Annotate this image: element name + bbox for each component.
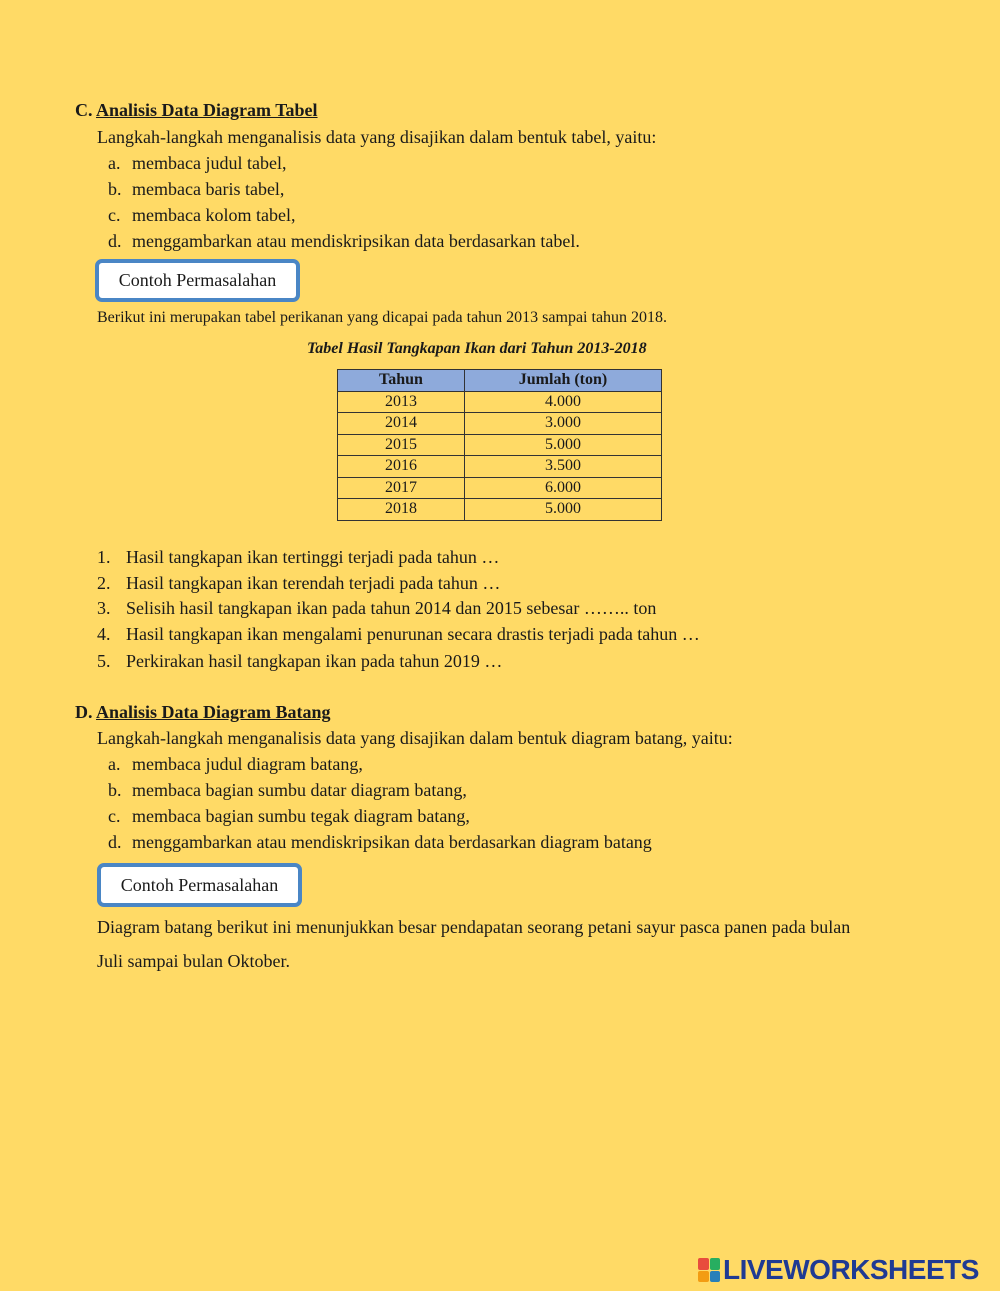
cell-amount: 5.000 [465,499,662,521]
question-item: 1. Hasil tangkapan ikan tertinggi terjadi pada tahun … [97,547,500,567]
example-text-d-line2: Juli sampai bulan Oktober. [97,951,290,971]
section-c-letter: C. [75,100,93,120]
section-c-step: b. membaca baris tabel, [108,179,285,199]
cell-amount: 4.000 [465,391,662,413]
section-d-intro: Langkah-langkah menganalisis data yang disajikan dalam bentuk diagram batang, yaitu: [97,728,733,748]
example-box-d [97,863,302,907]
example-label: Contoh Permasalahan [120,874,279,895]
section-c-title: Analisis Data Diagram Tabel [96,100,318,120]
cell-year: 2014 [338,413,465,435]
table-header-row [338,370,662,392]
cell-year: 2017 [338,477,465,499]
section-d-step: b. membaca bagian sumbu datar diagram batang, [108,780,467,800]
example-label: Contoh Permasalahan [118,270,277,290]
section-d-letter: D. [75,702,93,722]
fish-catch-table [337,369,662,521]
cell-year: 2013 [338,391,465,413]
logo-text: LIVEWORKSHEETS [723,1254,979,1285]
logo-grid-icon [698,1258,720,1282]
example-box-c [95,259,300,302]
section-c-heading [75,100,318,121]
table-row [338,499,662,521]
table-row [338,477,662,499]
cell-amount: 5.000 [465,434,662,456]
question-item: 5. Perkirakan hasil tangkapan ikan pada tahun 2019 … [97,651,503,671]
header-tahun: Tahun [338,370,465,392]
section-c-intro: Langkah-langkah menganalisis data yang disajikan dalam bentuk tabel, yaitu: [97,127,657,147]
example-text-d-line1: Diagram batang berikut ini menunjukkan besar pendapatan seorang petani sayur pasca panen pada bulan [97,917,851,937]
question-item: 3. Selisih hasil tangkapan ikan pada tahun 2014 dan 2015 sebesar …….. ton [97,598,657,618]
section-d-step: d. menggambarkan atau mendiskripsikan data berdasarkan diagram batang [108,832,652,852]
table-row [338,413,662,435]
example-text-c: Berikut ini merupakan tabel perikanan yang dicapai pada tahun 2013 sampai tahun 2018. [97,309,668,326]
table-row [338,391,662,413]
question-item: 2. Hasil tangkapan ikan terendah terjadi pada tahun … [97,573,501,593]
question-item: 4. Hasil tangkapan ikan mengalami penurunan secara drastis terjadi pada tahun … [97,624,700,644]
cell-amount: 3.000 [465,413,662,435]
cell-year: 2016 [338,456,465,478]
section-c-step: d. menggambarkan atau mendiskripsikan data berdasarkan tabel. [108,231,580,251]
section-d-step: a. membaca judul diagram batang, [108,754,363,774]
cell-amount: 6.000 [465,477,662,499]
header-jumlah: Jumlah (ton) [465,370,662,392]
cell-year: 2018 [338,499,465,521]
table-row [338,456,662,478]
liveworksheets-logo [698,1255,979,1285]
section-c-step: a. membaca judul tabel, [108,153,287,173]
cell-amount: 3.500 [465,456,662,478]
cell-year: 2015 [338,434,465,456]
table-row [338,434,662,456]
section-c-step: c. membaca kolom tabel, [108,205,296,225]
section-d-heading [75,702,331,723]
section-d-title: Analisis Data Diagram Batang [96,702,331,722]
table-caption: Tabel Hasil Tangkapan Ikan dari Tahun 2013-2018 [307,340,647,357]
section-d-step: c. membaca bagian sumbu tegak diagram batang, [108,806,470,826]
